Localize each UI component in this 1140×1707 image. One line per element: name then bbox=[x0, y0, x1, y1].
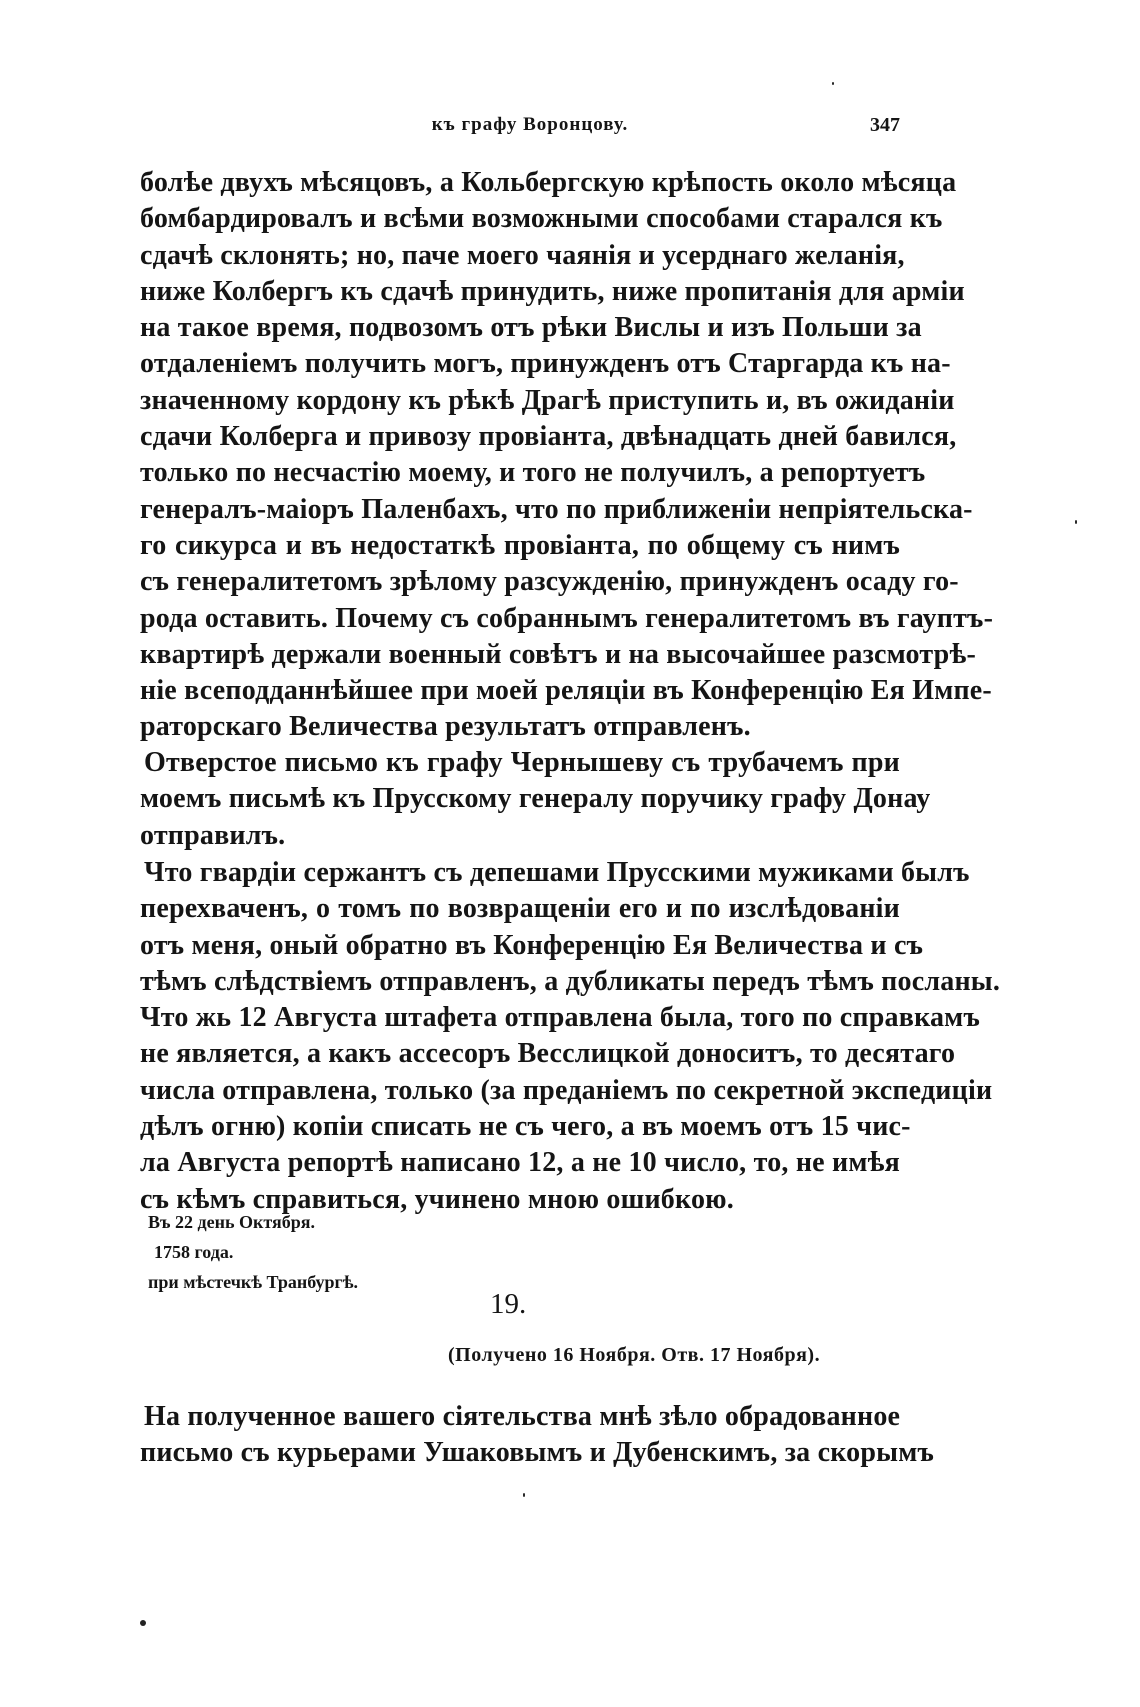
running-head bbox=[140, 114, 900, 144]
ink-speck bbox=[523, 1493, 525, 1497]
year-line: 1758 года. bbox=[154, 1242, 234, 1262]
text-line: ниже Колбергъ къ сдачѣ принудить, ниже пропитанія для арміи bbox=[140, 275, 965, 307]
text-line: дѣлъ огню) копіи списать не съ чего, а въ моемъ отъ 15 чис- bbox=[140, 1111, 911, 1143]
text-line: Что гвардіи сержантъ съ депешами Прусскими мужиками былъ bbox=[144, 857, 970, 888]
paragraph-continued bbox=[140, 165, 994, 746]
date-place-signature bbox=[148, 1207, 358, 1297]
text-line: письмо съ курьерами Ушаковымъ и Дубенскимъ, за скорымъ bbox=[140, 1437, 934, 1469]
text-line: Что жь 12 Августа штафета отправлена была, того по справкамъ bbox=[140, 1002, 980, 1034]
text-line: квартирѣ держали военный совѣтъ и на высочайшее разсмотрѣ- bbox=[140, 638, 976, 670]
letter-number: 19. bbox=[490, 1288, 527, 1320]
date-line: Въ 22 день Октября. bbox=[148, 1212, 315, 1232]
text-line: отдаленіемъ получить могъ, принужденъ отъ Старгарда къ на- bbox=[140, 348, 951, 380]
text-line: болѣе двухъ мѣсяцовъ, а Кольбергскую крѣпость около мѣсяца bbox=[140, 167, 957, 198]
text-line: ла Августа репортѣ написано 12, а не 10 число, то, не имѣя bbox=[140, 1147, 900, 1179]
text-line: значенному кордону къ рѣкѣ Драгѣ приступить и, въ ожиданіи bbox=[140, 384, 955, 416]
text-line: рода оставить. Почему съ собраннымъ генералитетомъ въ гауптъ- bbox=[140, 602, 994, 634]
text-line: Отверстое письмо къ графу Чернышеву съ трубачемъ при bbox=[144, 747, 900, 778]
text-line: только по несчастію моему, и того не получилъ, а репортуетъ bbox=[140, 457, 926, 489]
ink-speck bbox=[140, 1620, 146, 1626]
text-line: ніе всеподданнѣйшее при моей реляціи въ Конференцію Ея Импе- bbox=[140, 675, 992, 707]
place-line: при мѣстечкѣ Транбургѣ. bbox=[148, 1272, 359, 1292]
text-line: моемъ письмѣ къ Прусскому генералу поручику графу Донау bbox=[140, 783, 931, 815]
text-line: тѣмъ слѣдствіемъ отправленъ, а дубликаты передъ тѣмъ посланы. bbox=[140, 965, 1001, 997]
text-line: На полученное вашего сіятельства мнѣ зѣло обрадованное bbox=[144, 1401, 901, 1432]
received-note: (Получено 16 Ноября. Отв. 17 Ноября). bbox=[448, 1344, 821, 1366]
ink-speck bbox=[1075, 520, 1077, 524]
text-line: числа отправлена, только (за преданіемъ по секретной экспедиціи bbox=[140, 1074, 993, 1106]
running-title: къ графу Воронцову. bbox=[431, 114, 629, 135]
text-line: отъ меня, оный обратно въ Конференцію Ея Величества и съ bbox=[140, 929, 924, 961]
paragraph-next-letter bbox=[140, 1399, 934, 1472]
text-line: перехваченъ, о томъ по возвращеніи его и по изслѣдованіи bbox=[140, 893, 900, 925]
text-line: го сикурса и въ недостаткѣ провіанта, по общему съ нимъ bbox=[140, 529, 900, 561]
text-line: съ кѣмъ справиться, учинено мною ошибкою. bbox=[140, 1183, 734, 1215]
text-line: не является, а какъ ассесоръ Весслицкой доноситъ, то десятаго bbox=[140, 1038, 956, 1070]
paragraph-chernyshev bbox=[140, 745, 931, 854]
text-line: съ генералитетомъ зрѣлому разсужденію, принужденъ осаду го- bbox=[140, 566, 959, 598]
ink-speck bbox=[832, 82, 834, 85]
text-line: сдачи Колберга и привозу провіанта, двѣнадцать дней бавился, bbox=[140, 421, 957, 453]
paragraph-sergeant bbox=[140, 855, 1001, 1218]
text-line: сдачѣ склонять; но, паче моего чаянія и усерднаго желанія, bbox=[140, 239, 905, 271]
text-line: на такое время, подвозомъ отъ рѣки Вислы и изъ Польши за bbox=[140, 312, 922, 344]
text-line: отправилъ. bbox=[140, 819, 286, 851]
page-number: 347 bbox=[870, 114, 900, 136]
text-line: бомбардировалъ и всѣми возможными способами старался къ bbox=[140, 203, 943, 235]
text-line: генералъ-маіоръ Паленбахъ, что по приближеніи непріятельска- bbox=[140, 493, 973, 525]
text-line: раторскаго Величества результатъ отправленъ. bbox=[140, 711, 751, 743]
